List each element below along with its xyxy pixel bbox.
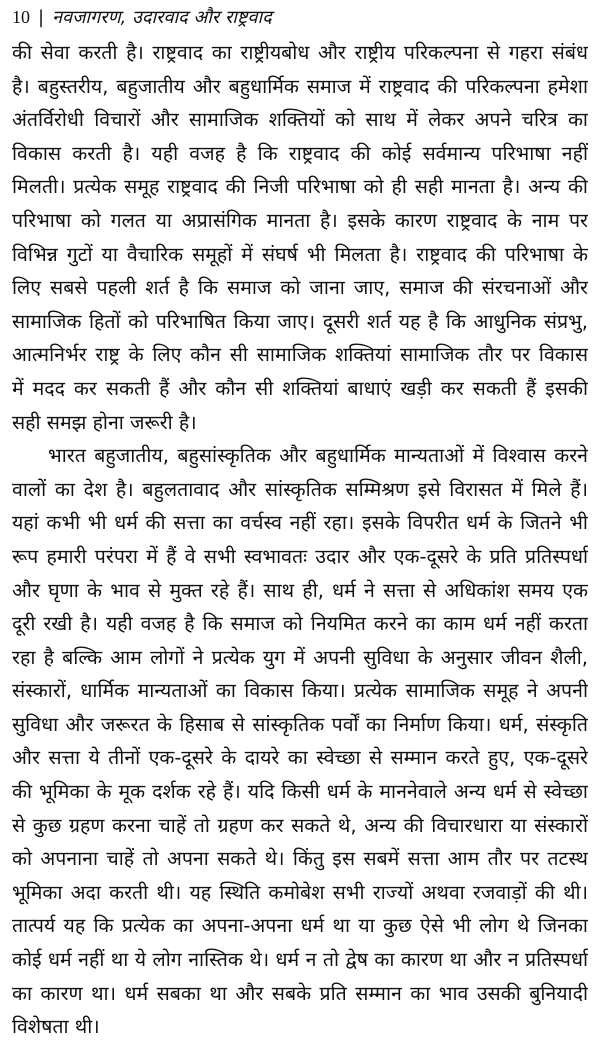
- text-line: सामाजिक हितों को परिभाषित किया जाए। दूसरी शर्त यह है कि आधुनिक संप्रभु,: [12, 309, 588, 333]
- text-line: मिलती। प्रत्येक समूह राष्ट्रवाद की निजी परिभाषा को ही सही मानता है। अन्य की: [12, 175, 588, 199]
- running-header: [12, 4, 272, 31]
- running-title: नवजागरण, उदारवाद और राष्ट्रवाद: [52, 7, 272, 28]
- text-line: लिए सबसे पहली शर्त है कि समाज को जाना जाए, समाज की संरचनाओं और: [12, 276, 588, 300]
- page-number: 10: [12, 7, 30, 27]
- text-line: और सत्ता ये तीनों एक-दूसरे के दायरे का स्वेच्छा से सम्मान करते हुए, एक-दूसरे: [12, 746, 588, 770]
- paragraph-1: [12, 36, 588, 439]
- text-line: कोई धर्म नहीं था ये लोग नास्तिक थे। धर्म न तो द्वेष का कारण था और न प्रतिस्पर्धा: [12, 948, 588, 972]
- text-line: भूमिका अदा करती थी। यह स्थिति कमोबेश सभी राज्यों अथवा रजवाड़ों की थी।: [12, 880, 588, 904]
- text-line: का कारण था। धर्म सबका था और सबके प्रति सम्मान का भाव उसकी बुनियादी: [12, 981, 588, 1005]
- text-line: रूप हमारी परंपरा में हैं वे सभी स्वभावतः उदार और एक-दूसरे के प्रति प्रतिस्पर्धा: [12, 544, 588, 568]
- text-line: विशेषता थी।: [12, 1015, 100, 1039]
- text-line: विभिन्न गुटों या वैचारिक समूहों में संघर्ष भी मिलता है। राष्ट्रवाद की परिभाषा के: [12, 242, 588, 266]
- page-body: [12, 36, 588, 1044]
- text-line: परिभाषा को गलत या अप्रासंगिक मानता है। इसके कारण राष्ट्रवाद के नाम पर: [12, 208, 588, 232]
- text-line: यहां कभी भी धर्म की सत्ता का वर्चस्व नहीं रहा। इसके विपरीत धर्म के जितने भी: [12, 511, 588, 535]
- text-line: आत्मनिर्भर राष्ट्र के लिए कौन सी सामाजिक शक्तियां सामाजिक तौर पर विकास: [12, 343, 588, 367]
- text-line: में मदद कर सकती हैं और कौन सी शक्तियां बाधाएं खड़ी कर सकती हैं इसकी: [12, 376, 588, 400]
- text-line: सुविधा और जरूरत के हिसाब से सांस्कृतिक पर्वों का निर्माण किया। धर्म, संस्कृति: [12, 712, 588, 736]
- paragraph-2: [12, 439, 588, 1044]
- text-line: वालों का देश है। बहुलतावाद और सांस्कृतिक सम्मिश्रण इसे विरासत में मिले हैं।: [12, 477, 588, 501]
- text-line: संस्कारों, धार्मिक मान्यताओं का विकास किया। प्रत्येक सामाजिक समूह ने अपनी: [12, 679, 588, 703]
- text-line: सही समझ होना जरूरी है।: [12, 410, 197, 434]
- text-line: अंतर्विरोधी विचारों और सामाजिक शक्तियों को साथ में लेकर अपने चरित्र का: [12, 108, 588, 132]
- header-separator: |: [38, 7, 45, 28]
- text-line: की सेवा करती है। राष्ट्रवाद का राष्ट्रीयबोध और राष्ट्रीय परिकल्पना से गहरा संबंध: [12, 41, 588, 64]
- text-line: दूरी रखी है। यही वजह है कि समाज को नियमित करने का काम धर्म नहीं करता: [12, 612, 588, 636]
- text-line: की भूमिका के मूक दर्शक रहे हैं। यदि किसी धर्म के माननेवाले अन्य धर्म से स्वेच्छा: [12, 780, 588, 804]
- text-line: से कुछ ग्रहण करना चाहें तो ग्रहण कर सकते थे, अन्य की विचारधारा या संस्कारों: [12, 813, 588, 837]
- text-line: को अपनाना चाहें तो अपना सकते थे। किंतु इस सबमें सत्ता आम तौर पर तटस्थ: [12, 847, 588, 871]
- text-line: और घृणा के भाव से मुक्त रहे हैं। साथ ही, धर्म ने सत्ता से अधिकांश समय एक: [12, 578, 588, 602]
- text-line: भारत बहुजातीय, बहुसांस्कृतिक और बहुधार्मिक मान्यताओं में विश्वास करने: [48, 444, 588, 468]
- text-line: तात्पर्य यह कि प्रत्येक का अपना-अपना धर्म था या कुछ ऐसे भी लोग थे जिनका: [12, 914, 588, 938]
- text-line: विकास करती है। यही वजह है कि राष्ट्रवाद की कोई सर्वमान्य परिभाषा नहीं: [12, 141, 588, 165]
- text-line: रहा है बल्कि आम लोगों ने प्रत्येक युग में अपनी सुविधा के अनुसार जीवन शैली,: [12, 645, 588, 669]
- text-line: है। बहुस्तरीय, बहुजातीय और बहुधार्मिक समाज में राष्ट्रवाद की परिकल्पना हमेशा: [12, 74, 588, 98]
